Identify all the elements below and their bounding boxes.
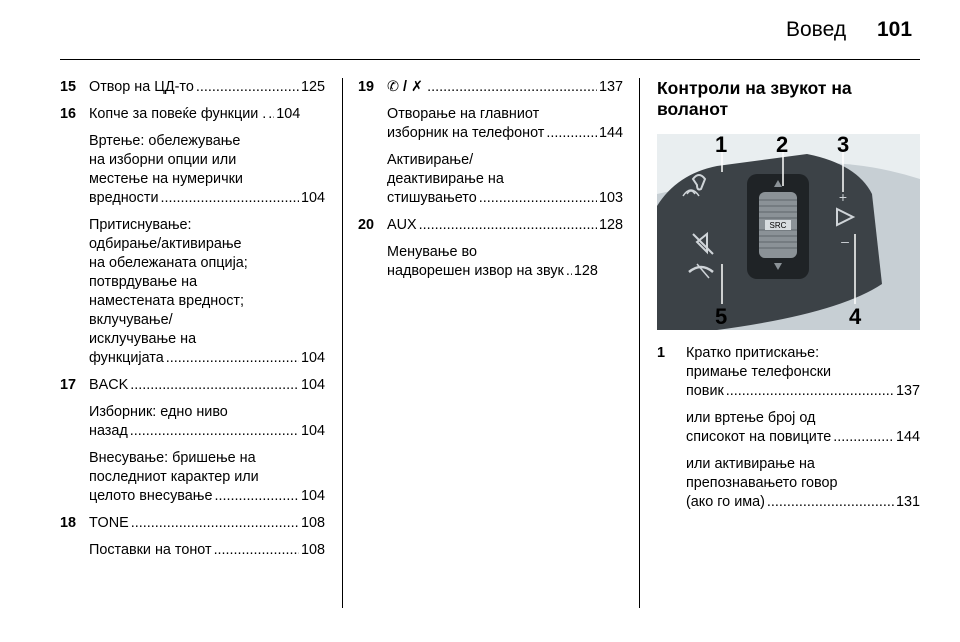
leader-dots [833, 428, 894, 447]
leader-dots [161, 189, 299, 208]
index-entry [60, 376, 325, 395]
page-reference: 104 [300, 350, 325, 366]
leader-dots [268, 105, 274, 124]
entry-line [89, 132, 325, 151]
sub-entry [60, 541, 325, 560]
entry-line [89, 541, 325, 560]
entry-line [686, 409, 920, 428]
entry-text: списокот на повиците [686, 429, 832, 445]
column-2 [358, 78, 623, 289]
entry-text: наместената вредност; [89, 293, 245, 309]
page-reference: 104 [276, 106, 301, 122]
entry-line [387, 151, 623, 170]
entry-text: деактивирање на [387, 171, 504, 187]
entry-text: или вртење број од [686, 410, 816, 426]
entry-text: надворешен извор на звук [387, 263, 564, 279]
entry-text: Кратко притискање: [686, 345, 820, 361]
entry-text: стишувањето [387, 190, 477, 206]
entry-text: исклучување на [89, 331, 197, 347]
entry-line [89, 514, 325, 533]
entry-line [89, 468, 325, 487]
entry-line [686, 493, 920, 512]
sub-entry [358, 105, 623, 143]
callout-1: 1 [715, 134, 728, 157]
entry-text: AUX [387, 217, 417, 233]
sub-entry [657, 455, 920, 512]
entry-text: функцијата [89, 350, 164, 366]
entry-line [89, 487, 325, 506]
volume-up-icon: + [838, 189, 848, 205]
page-reference: 131 [895, 494, 920, 510]
entry-line [686, 474, 920, 493]
entry-text: Отворање на главниот [387, 106, 540, 122]
entry-line [686, 455, 920, 474]
leader-dots [419, 216, 597, 235]
callout-3: 3 [837, 134, 850, 157]
index-entry [657, 344, 920, 401]
callout-2: 2 [776, 134, 789, 157]
entry-text: Менување во [387, 244, 477, 260]
entry-line [89, 376, 325, 395]
column-divider-1 [342, 78, 343, 608]
page-reference: 103 [598, 190, 623, 206]
entry-line [387, 262, 623, 281]
entry-line [387, 124, 623, 143]
index-entry [358, 78, 623, 97]
entry-line [89, 422, 325, 441]
entry-text: вредности [89, 190, 159, 206]
entry-text: вклучување/ [89, 312, 173, 328]
leader-dots [130, 376, 299, 395]
index-entry [358, 216, 623, 235]
entry-text: на изборни опции или [89, 152, 237, 168]
entry-line [387, 243, 623, 262]
entry-line [89, 78, 325, 97]
entry-text: местење на нумерички [89, 171, 243, 187]
entry-line [89, 151, 325, 170]
sub-entry [60, 403, 325, 441]
callout-5: 5 [715, 304, 728, 329]
entry-text: Внесување: бришење на [89, 450, 256, 466]
steering-wheel-figure [657, 134, 917, 330]
entry-line [89, 235, 325, 254]
column-divider-2 [639, 78, 640, 608]
page-reference: 144 [598, 125, 623, 141]
entry-text: Копче за повеќе функции . [89, 106, 267, 122]
steering-wheel-illustration [657, 134, 920, 330]
page-number: 101 [877, 18, 913, 41]
section-title-line: Контроли на звукот на [657, 78, 852, 98]
entry-text [387, 78, 425, 97]
leader-dots [214, 541, 299, 560]
column-3 [657, 78, 920, 520]
page-reference: 137 [598, 79, 623, 95]
src-label: SRC [769, 221, 787, 230]
page-reference: 104 [300, 488, 325, 504]
entry-text: изборник на телефонот [387, 125, 545, 141]
entry-text: Вртење: обележување [89, 133, 241, 149]
entry-line [686, 382, 920, 401]
entry-line [686, 344, 920, 363]
phone-mute-icon: ✆ / ✗ [387, 79, 424, 95]
entry-text: примање телефонски [686, 364, 832, 380]
entry-line [89, 292, 325, 311]
entry-line [89, 216, 325, 235]
entry-number: 15 [60, 79, 77, 95]
leader-dots [130, 422, 299, 441]
sub-entry [657, 409, 920, 447]
entry-text: повик [686, 383, 724, 399]
page-reference: 108 [300, 542, 325, 558]
leader-dots [427, 78, 597, 97]
leader-dots [214, 487, 299, 506]
page-reference: 128 [598, 217, 623, 233]
entry-line [89, 330, 325, 349]
page-reference: 104 [300, 190, 325, 206]
leader-dots [546, 124, 597, 143]
page-reference: 137 [895, 383, 920, 399]
entry-text: Притиснување: [89, 217, 192, 233]
entry-text: Активирање/ [387, 152, 474, 168]
index-entry [60, 78, 325, 97]
entry-line [89, 254, 325, 273]
index-entry [60, 514, 325, 533]
callout-4: 4 [849, 304, 862, 329]
entry-line [387, 189, 623, 208]
entry-text: препознавањето говор [686, 475, 838, 491]
header-rule [60, 59, 920, 60]
page-reference: 104 [300, 377, 325, 393]
page-reference: 128 [573, 263, 598, 279]
entry-line [686, 363, 920, 382]
entry-line [387, 105, 623, 124]
entry-line [89, 349, 325, 368]
entry-number: 17 [60, 377, 77, 393]
section-title [657, 78, 920, 120]
section-title-line: воланот [657, 99, 729, 119]
entry-line [686, 428, 920, 447]
leader-dots [479, 189, 597, 208]
page-reference: 108 [300, 515, 325, 531]
page-reference: 144 [895, 429, 920, 445]
entry-line [89, 273, 325, 292]
entry-text: Поставки на тонот [89, 542, 212, 558]
entry-text: или активирање на [686, 456, 815, 472]
leader-dots [726, 382, 894, 401]
sub-entry [60, 216, 325, 368]
leader-dots [566, 262, 572, 281]
entry-text: Отвор на ЦД-то [89, 79, 194, 95]
entry-text: (ако го има) [686, 494, 765, 510]
leader-dots [767, 493, 894, 512]
entry-number: 20 [358, 217, 375, 233]
entry-text: TONE [89, 515, 129, 531]
entry-line [387, 216, 623, 235]
entry-text: последниот карактер или [89, 469, 259, 485]
page-reference: 125 [300, 79, 325, 95]
entry-line [89, 170, 325, 189]
entry-text: Изборник: едно ниво [89, 404, 228, 420]
sub-entry [60, 449, 325, 506]
page-reference: 104 [300, 423, 325, 439]
entry-text: одбирање/активирање [89, 236, 242, 252]
leader-dots [196, 78, 299, 97]
entry-number: 1 [657, 345, 666, 361]
column-1 [60, 78, 325, 568]
index-entry [60, 105, 325, 124]
entry-line [89, 105, 325, 124]
sub-entry [358, 151, 623, 208]
figure-legend [657, 344, 920, 512]
entry-line [387, 170, 623, 189]
leader-dots [131, 514, 299, 533]
entry-line [89, 403, 325, 422]
entry-text: на обележаната опција; [89, 255, 248, 271]
entry-number: 19 [358, 79, 375, 95]
entry-text: назад [89, 423, 128, 439]
sub-entry [60, 132, 325, 208]
leader-dots [166, 349, 299, 368]
entry-text: целото внесување [89, 488, 213, 504]
entry-number: 18 [60, 515, 77, 531]
entry-line [387, 78, 623, 97]
entry-number: 16 [60, 106, 77, 122]
entry-text: BACK [89, 377, 129, 393]
chapter-title: Вовед [786, 18, 847, 41]
entry-text: потврдување на [89, 274, 198, 290]
volume-down-icon: – [841, 233, 849, 249]
entry-line [89, 311, 325, 330]
entry-line [89, 189, 325, 208]
entry-line [89, 449, 325, 468]
sub-entry [358, 243, 623, 281]
